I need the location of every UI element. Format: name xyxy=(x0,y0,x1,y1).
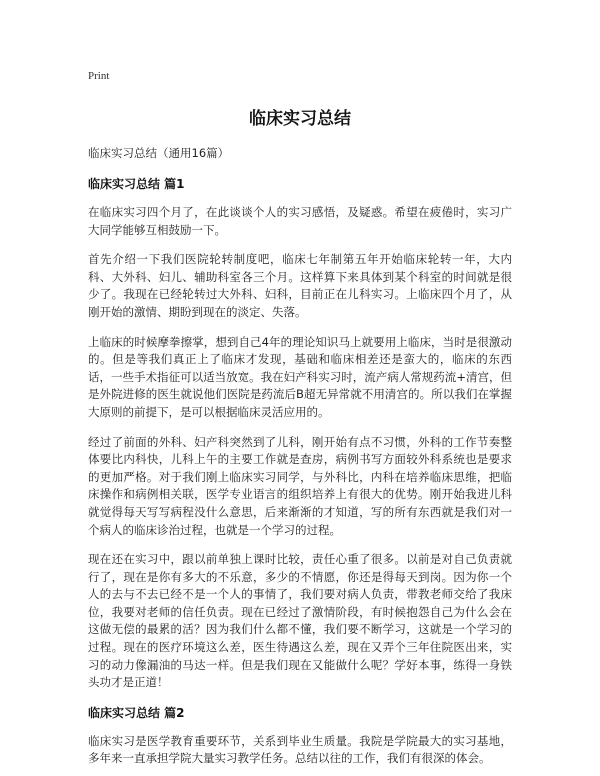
document-subtitle: 临床实习总结（通用16篇） xyxy=(88,146,230,160)
section-heading: 临床实习总结 篇2 xyxy=(88,705,185,720)
section-2 xyxy=(88,704,512,768)
paragraph: 现在还在实习中，跟以前单独上课时比较，责任心重了很多。以前是对自己负责就行了，现在是你有多大的不乐意，多少的不情愿，你还是得每天到岗。因为你一个人的去与不去已经不是一个人的事情了，我们要对病人负责，带教老师交给了我床位，我要对老师的信任负责。现在已经过了激情阶段，有时候抱怨自己为什么会在这做无偿的最累的活？因为我们什么都不懂，我们要不断学习，这就是一个学习的过程。现在的医疗环境这么差，医生待遇这么差，现在又弄个三年住院医出来，实习的动力像漏油的马达一样。但是我们现在又能做什么呢？学好本事，练得一身铁头功才是正道！ xyxy=(88,552,512,690)
paragraph: 临床实习是医学教育重要环节，关系到毕业生质量。我院是学院最大的实习基地，多年来一直承担学院大量实习教学任务。总结以往的工作，我们有很深的体会。 xyxy=(88,733,512,766)
paragraph: 经过了前面的外科、妇产科突然到了儿科，刚开始有点不习惯，外科的工作节奏整体要比内科快，儿科上午的主要工作就是查房，病例书写方面较外科系统也是要求的更加严格。对于我们刚上临床实习同学，与外科比，内科在培养临床思维，把临床操作和病例相关联，医学专业语言的组织培养上有很大的优势。刚开始我进儿科就觉得每天写写病程没什么意思，后来渐渐的才知道，写的所有东西就是我们对一个病人的临床诊治过程，也就是一个学习的过程。 xyxy=(88,434,512,537)
page-title: 临床实习总结 xyxy=(249,109,351,129)
paragraph: 在临床实习四个月了，在此谈谈个人的实习感悟，及疑惑。希望在疲倦时，实习广大同学能够互相鼓励一下。 xyxy=(88,205,512,237)
print-link[interactable]: Print xyxy=(88,70,110,82)
paragraph: 首先介绍一下我们医院轮转制度吧，临床七年制第五年开始临床轮转一年，大内科、大外科、妇儿、辅助科室各三个月。这样算下来具体到某个科室的时间就是很少了。我现在已经轮转过大外科、妇科，目前正在儿科实习。上临床四个月了，从刚开始的激情、期盼到现在的淡定、失落。 xyxy=(88,252,512,319)
paragraph: 上临床的时候摩拳擦掌，想到自己4年的理论知识马上就要用上临床，当时是很激动的。但是等我们真正上了临床才发现，基础和临床相差还是蛮大的，临床的东西话，一些手术指征可以适当放宽。我在妇产科实习时，流产病人常规药流+清宫，但是外院进修的医生就说他们医院是药流后B超无异常就不用清宫的。所以我们在掌握大原则的前提下，是可以根据临床灵活应用的。 xyxy=(88,334,512,419)
section-1 xyxy=(88,175,512,692)
section-heading: 临床实习总结 篇1 xyxy=(88,177,185,191)
